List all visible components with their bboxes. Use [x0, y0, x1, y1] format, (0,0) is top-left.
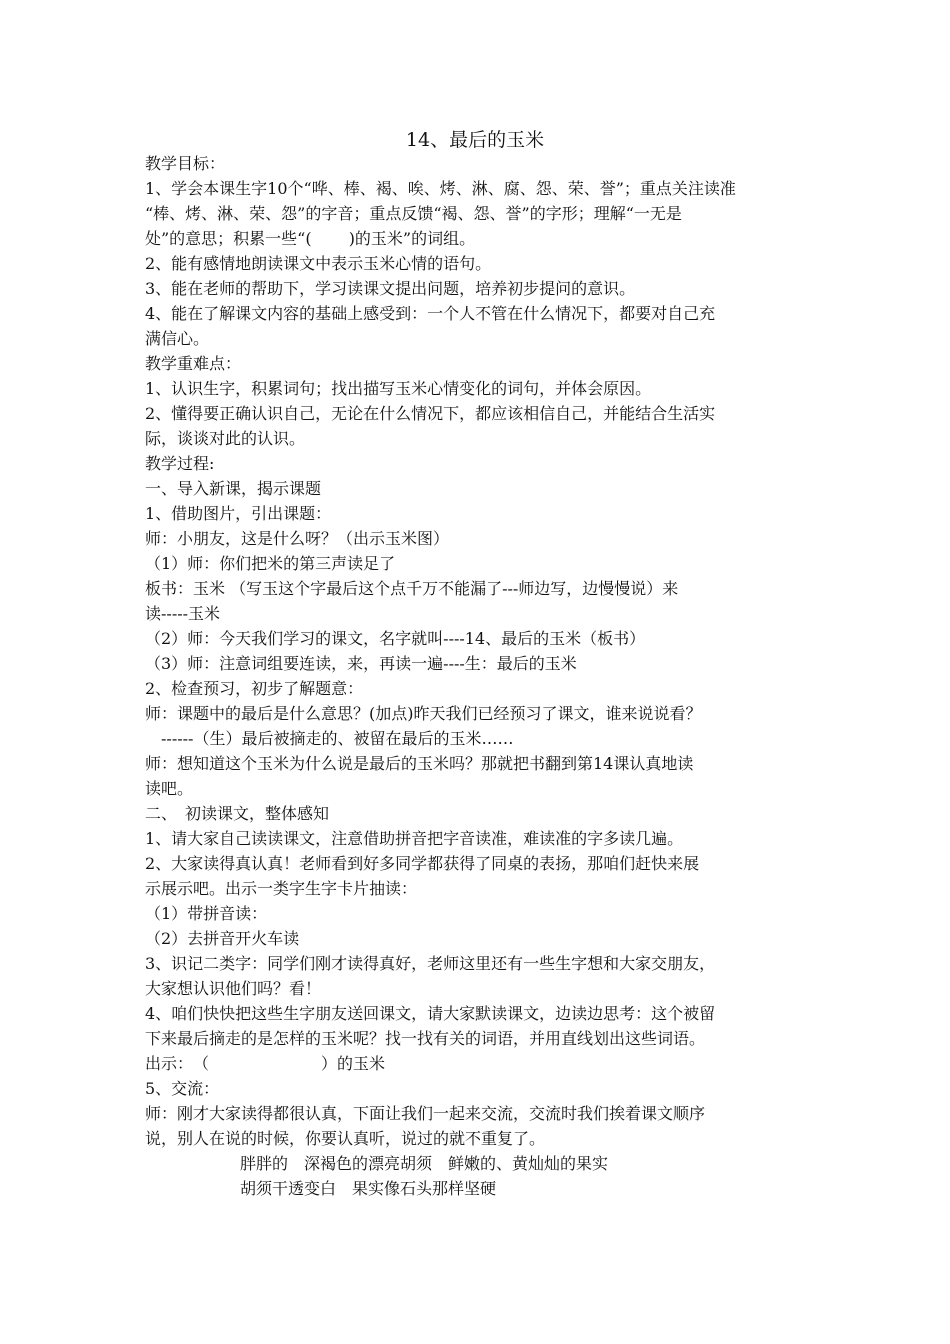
text-line: 板书：玉米 （写玉这个字最后这个点千万不能漏了---师边写，边慢慢说）来 [145, 579, 679, 598]
text-line: “棒、烤、淋、荣、怨”的字音；重点反馈“褐、怨、誉”的字形；理解“一无是 [145, 204, 682, 223]
word-list-line: 胖胖的 深褐色的漂亮胡须 鲜嫩的、黄灿灿的果实 [240, 1154, 609, 1173]
section-heading: 教学目标： [145, 154, 226, 173]
text-line: 3、能在老师的帮助下，学习读课文提出问题，培养初步提问的意识。 [145, 279, 636, 298]
word-list-line: 胡须干透变白 果实像石头那样坚硬 [240, 1179, 497, 1198]
lesson-title: 14、最后的玉米 [405, 129, 545, 151]
text-line: 1、请大家自己读读课文，注意借助拼音把字音读准，难读准的字多读几遍。 [145, 829, 684, 848]
text-line: 下来最后摘走的是怎样的玉米呢？找一找有关的词语，并用直线划出这些词语。 [145, 1029, 706, 1048]
text-line: 2、大家读得真认真！老师看到好多同学都获得了同桌的表扬，那咱们赶快来展 [145, 854, 700, 873]
text-line: 2、懂得要正确认识自己，无论在什么情况下，都应该相信自己，并能结合生活实 [145, 404, 716, 423]
text-line: 4、咱们快快把这些生字朋友送回课文，请大家默读课文，边读边思考：这个被留 [145, 1004, 716, 1023]
section-heading: 教学过程: [145, 454, 215, 473]
text-line: 2、能有感情地朗读课文中表示玉米心情的语句。 [145, 254, 492, 273]
section-heading: 教学重难点： [145, 354, 242, 373]
text-line: 1、学会本课生字10个“哗、棒、褐、唉、烤、淋、腐、怨、荣、誉”；重点关注读准 [145, 179, 736, 198]
text-line: 师：课题中的最后是什么意思？(加点)昨天我们已经预习了课文，谁来说说看？ [145, 704, 702, 723]
text-line: 5、交流： [145, 1079, 220, 1098]
text-line: 3、识记二类字：同学们刚才读得真好，老师这里还有一些生字想和大家交朋友， [145, 954, 716, 973]
text-line: 说，别人在说的时候，你要认真听，说过的就不重复了。 [145, 1129, 546, 1148]
text-line: 1、借助图片，引出课题： [145, 504, 332, 523]
text-line: 师：小朋友，这是什么呀？（出示玉米图） [145, 529, 450, 548]
text-line: 出示： （ ）的玉米 [145, 1054, 386, 1073]
text-line: 读吧。 [145, 779, 194, 798]
text-line: （1）带拼音读： [145, 904, 268, 923]
text-line: 读-----玉米 [145, 604, 221, 623]
text-line: （2）师：今天我们学习的课文，名字就叫----14、最后的玉米（板书） [145, 629, 646, 648]
text-line: 满信心。 [145, 329, 210, 348]
text-line: 处”的意思；积累一些“( )的玉米”的词组。 [145, 229, 476, 248]
text-line: 2、检查预习，初步了解题意： [145, 679, 364, 698]
text-line: 1、认识生字，积累词句；找出描写玉米心情变化的词句，并体会原因。 [145, 379, 652, 398]
text-line: （2）去拼音开火车读 [145, 929, 300, 948]
text-line: 际，谈谈对此的认识。 [145, 429, 306, 448]
text-line: （3）师：注意词组要连读，来，再读一遍----生：最后的玉米 [145, 654, 577, 673]
text-line: 师：刚才大家读得都很认真，下面让我们一起来交流，交流时我们挨着课文顺序 [145, 1104, 706, 1123]
text-line: 示展示吧。出示一类字生字卡片抽读： [145, 879, 418, 898]
text-line: （1）师：你们把米的第三声读足了 [145, 554, 396, 573]
text-line: ------（生）最后被摘走的、被留在最后的玉米…… [145, 729, 514, 748]
text-line: 大家想认识他们吗？看！ [145, 979, 322, 998]
section-heading: 二、 初读课文，整体感知 [145, 804, 330, 823]
text-line: 4、能在了解课文内容的基础上感受到：一个人不管在什么情况下，都要对自己充 [145, 304, 716, 323]
text-line: 师：想知道这个玉米为什么说是最后的玉米吗？那就把书翻到第14课认真地读 [145, 754, 694, 773]
text-line: 一、导入新课，揭示课题 [145, 479, 322, 498]
